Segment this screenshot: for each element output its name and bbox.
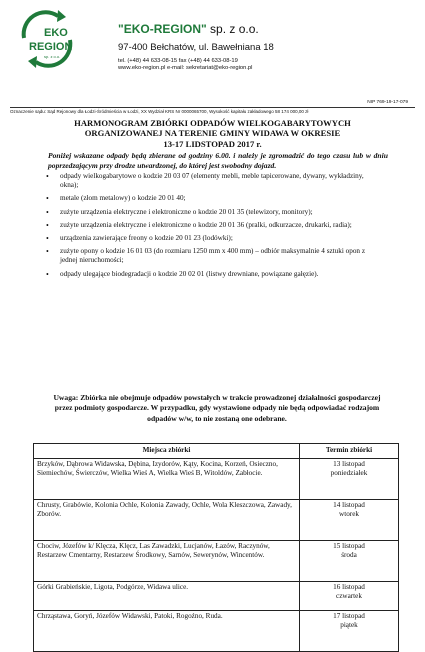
term-date: 17 listopad xyxy=(333,612,365,620)
location-cell: Brzyków, Dąbrowa Widawska, Dębina, Izydorów, Kąty, Kocina, Korzeń, Osieczno, Siemiechów, Świerczów, Wielka Wieś A, Wielka Wieś B, Witoldów, Zabłocie. xyxy=(34,459,300,500)
company-suffix: sp. z o.o. xyxy=(206,22,259,36)
term-cell xyxy=(300,500,399,541)
schedule-table xyxy=(33,443,399,652)
location-cell: Chrusty, Grabówie, Kolonia Ochle, Kolonia Zawady, Ochle, Wola Kleszczowa, Zawady, Zborów. xyxy=(34,500,300,541)
logo-text-eko: EKO xyxy=(44,27,68,39)
company-name xyxy=(118,22,259,36)
location-cell: Górki Grabieńskie, Ligota, Podgórze, Widawa ulice. xyxy=(34,582,300,611)
court-registry: Oznaczenie sądu: Sąd Rejonowy dla Łodzi-Śródmieścia w Łodzi, XX Wydział KRS Nr 0000065700, Wysokość kapitału zakładowego 58 174 000,00 zł xyxy=(10,109,309,114)
logo-text-region: REGION xyxy=(29,41,73,53)
list-item: • zużyte opony o kodzie 16 01 03 (do rozmiaru 1250 mm x 400 mm) – odbiór maksymalnie 4 sztuki opon z jednej nieruchomości; xyxy=(46,247,366,265)
term-date: 14 listopad xyxy=(333,501,365,509)
table-row xyxy=(34,582,399,611)
column-header-term: Termin zbiórki xyxy=(300,444,399,459)
title-line-2: ORGANIZOWANEJ NA TERENIE GMINY WIDAWA W OKRESIE xyxy=(84,128,341,138)
list-item: • zużyte urządzenia elektryczne i elektroniczne o kodzie 20 01 35 (telewizory, monitory); xyxy=(46,208,366,217)
company-address: 97-400 Bełchatów, ul. Bawełniana 18 xyxy=(118,42,274,53)
waste-list xyxy=(46,172,366,283)
table-row xyxy=(34,541,399,582)
term-day: poniedziałek xyxy=(330,469,368,478)
term-cell xyxy=(300,541,399,582)
location-cell: Chociw, Józefów k/ Klęcza, Klęcz, Las Zawadzki, Lucjanów, Łazów, Raczynów, Restarzew Cmentarny, Restarzew Środkowy, Sarnów, Sewerynów, Wincentów. xyxy=(34,541,300,582)
table-header-row xyxy=(34,444,399,459)
list-item: • odpady wielkogabarytowe o kodzie 20 03 07 (elementy mebli, meble tapicerowane, dywany, wykładziny, okna); xyxy=(46,172,366,190)
recycle-arrows-icon xyxy=(14,8,80,70)
title-line-3: 13-17 LIDSTOPAD 2017 r. xyxy=(163,139,262,149)
term-day: wtorek xyxy=(339,510,359,519)
warning-note: Uwaga: Zbiórka nie obejmuje odpadów powstałych w trakcie prowadzonej działalności gospodarczej przez podmioty gospodarcze. W przypadku, gdy wystawione odpady nie będą odpowiadać rodzajom odpadów w/w, to nie zostaną one odebrane. xyxy=(53,393,381,423)
column-header-location: Miejsca zbiórki xyxy=(34,444,300,459)
table-row xyxy=(34,611,399,652)
company-brand: "EKO-REGION" xyxy=(118,22,207,36)
term-cell xyxy=(300,582,399,611)
term-day: środa xyxy=(341,551,357,560)
list-item: • zużyte urządzenia elektryczne i elektroniczne o kodzie 20 01 36 (pralki, odkurzacze, drukarki, radia); xyxy=(46,221,366,230)
list-item: • odpady ulegające biodegradacji o kodzie 20 02 01 (listwy drewniane, powiązane gałęzie). xyxy=(46,270,366,279)
company-phone: tel. (+48) 44 633-08-15 fax (+48) 44 633-08-19 xyxy=(118,58,238,64)
company-nip: NIP 769-19-17-079 xyxy=(367,100,408,105)
term-day: piątek xyxy=(340,621,358,630)
term-day: czwartek xyxy=(336,592,362,601)
list-item: • urządzenia zawierające freony o kodzie 20 01 23 (lodówki); xyxy=(46,234,366,243)
intro-paragraph: Poniżej wskazane odpady będą zbierane od godziny 6.00. i należy je zgromadzić do tego czasu lub w dniu poprzedzającym przy drodze utwardzonej, do której jest swobodny dojazd. xyxy=(48,151,388,170)
term-cell xyxy=(300,611,399,652)
term-date: 15 listopad xyxy=(333,542,365,550)
title-line-1: HARMONOGRAM ZBIÓRKI ODPADÓW WIELKOGABARYTOWYCH xyxy=(74,118,351,128)
company-logo xyxy=(14,8,80,70)
location-cell: Chrząstawa, Goryń, Józefów Widawski, Patoki, Rogoźno, Ruda. xyxy=(34,611,300,652)
term-cell xyxy=(300,459,399,500)
company-web: www.eko-region.pl e-mail: sekretariat@eko-region.pl xyxy=(118,65,253,71)
term-date: 13 listopad xyxy=(333,460,365,468)
logo-text-sub: sp. z o.o. xyxy=(44,54,61,59)
header-divider xyxy=(10,107,415,108)
table-row xyxy=(34,459,399,500)
table-row xyxy=(34,500,399,541)
term-date: 16 listopad xyxy=(333,583,365,591)
list-item: • metale (złom metalowy) o kodzie 20 01 40; xyxy=(46,194,366,203)
